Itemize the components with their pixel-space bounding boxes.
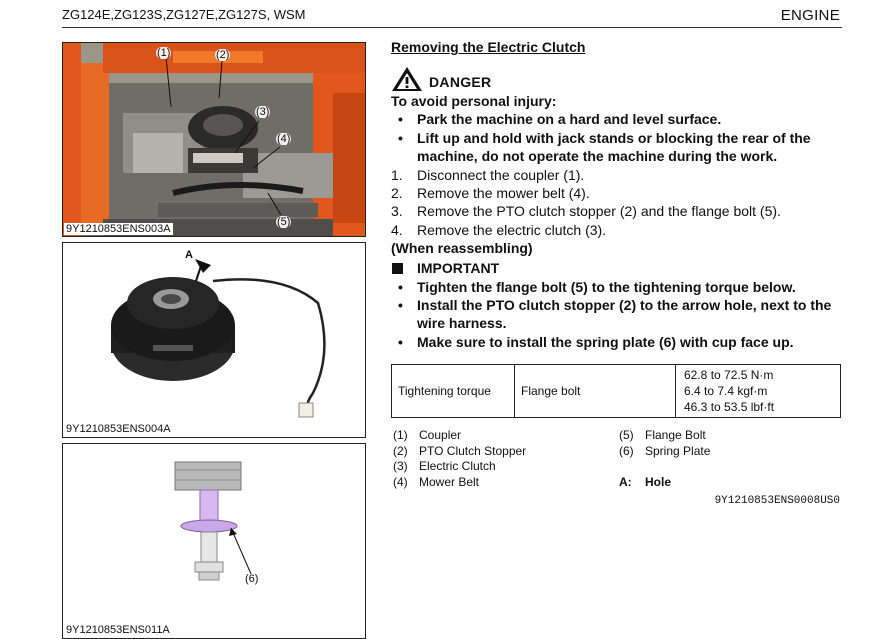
callout-1: (1)	[157, 47, 171, 59]
legend-key: A:	[619, 474, 632, 489]
torque-item-cell: Flange bolt	[515, 365, 676, 418]
legend-key: (3)	[393, 459, 408, 473]
procedure-section	[391, 38, 843, 351]
spring-plate-illustration	[63, 444, 365, 638]
important-bullet: • Install the PTO clutch stopper (2) to the arrow hole, next to the wire harness.	[391, 296, 843, 333]
torque-value-lbfft: 46.3 to 53.5 lbf·ft	[684, 400, 775, 414]
legend-right	[619, 428, 710, 490]
torque-value-nm: 62.8 to 72.5 N·m	[684, 368, 774, 382]
legend-label: Coupler	[419, 428, 462, 442]
legend-item	[393, 444, 526, 460]
danger-label: DANGER	[429, 74, 492, 90]
callout-a: A	[185, 249, 193, 261]
step-number: 4.	[391, 221, 403, 238]
procedure-step	[391, 221, 843, 239]
legend-key: (1)	[393, 428, 408, 442]
procedure-step	[391, 202, 843, 220]
procedure-step	[391, 166, 843, 184]
step-number: 2.	[391, 185, 403, 202]
electric-clutch-illustration	[63, 243, 365, 437]
legend-left	[393, 428, 526, 490]
machine-photo-illustration	[63, 43, 365, 236]
figure-electric-clutch	[62, 242, 366, 438]
important-label: IMPORTANT	[417, 259, 500, 276]
legend-item	[619, 428, 710, 444]
legend-item	[619, 475, 710, 491]
torque-value-kgfm: 6.4 to 7.4 kgf·m	[684, 384, 768, 398]
legend-key: (4)	[393, 474, 408, 489]
figure-clutch-location-photo	[62, 42, 366, 237]
legend-label: PTO Clutch Stopper	[419, 443, 527, 458]
callout-4: (4)	[277, 133, 291, 145]
figure-spring-plate	[62, 443, 366, 639]
step-number: 3.	[391, 203, 403, 220]
danger-intro: To avoid personal injury:	[391, 93, 557, 109]
callout-6: (6)	[245, 573, 259, 585]
callout-2: (2)	[216, 49, 230, 61]
legend-key: (6)	[619, 443, 634, 458]
important-square-icon	[392, 263, 403, 274]
step-text: Remove the electric clutch (3).	[417, 221, 607, 238]
torque-values-cell	[676, 365, 841, 418]
legend-key: (5)	[619, 428, 634, 442]
figure-code: 9Y1210853ENS004A	[66, 423, 171, 435]
legend-label: Electric Clutch	[419, 459, 496, 473]
procedure-step	[391, 184, 843, 202]
step-text: Disconnect the coupler (1).	[417, 166, 585, 183]
step-text: Remove the PTO clutch stopper (2) and the flange bolt (5).	[417, 203, 781, 220]
important-bullet: • Tighten the flange bolt (5) to the tightening torque below.	[391, 278, 843, 296]
danger-heading	[391, 66, 843, 92]
legend-item	[393, 428, 526, 444]
legend-label: Mower Belt	[419, 474, 480, 489]
important-bullet: • Make sure to install the spring plate (6) with cup face up.	[391, 333, 843, 351]
step-number: 1.	[391, 166, 403, 183]
header-section: ENGINE	[780, 7, 840, 24]
legend-label: Hole	[645, 474, 672, 489]
warning-triangle-icon	[391, 66, 423, 92]
callout-5: (5)	[277, 216, 291, 228]
header-models: ZG124E,ZG123S,ZG127E,ZG127S, WSM	[62, 7, 306, 22]
callout-3: (3)	[256, 106, 270, 118]
figure-code: 9Y1210853ENS011A	[66, 624, 170, 636]
reassembling-heading: (When reassembling)	[391, 240, 533, 257]
figure-code: 9Y1210853ENS003A	[66, 223, 171, 235]
legend-item	[393, 459, 526, 475]
table-row	[392, 365, 841, 418]
document-code: 9Y1210853ENS0008US0	[714, 495, 840, 507]
section-title: Removing the Electric Clutch	[391, 39, 586, 55]
danger-bullet: • Park the machine on a hard and level surface.	[391, 110, 843, 128]
torque-label-cell: Tightening torque	[392, 365, 515, 418]
important-heading	[391, 259, 843, 278]
header-rule	[62, 27, 842, 28]
legend-label: Flange Bolt	[645, 428, 706, 442]
danger-bullet: • Lift up and hold with jack stands or blocking the rear of the machine, do not operate the machine during the work.	[391, 129, 843, 166]
legend-label: Spring Plate	[645, 443, 711, 458]
legend-item	[619, 444, 710, 460]
torque-table	[391, 364, 841, 418]
legend-key: (2)	[393, 443, 408, 458]
step-text: Remove the mower belt (4).	[417, 185, 590, 202]
legend-item	[393, 475, 526, 491]
